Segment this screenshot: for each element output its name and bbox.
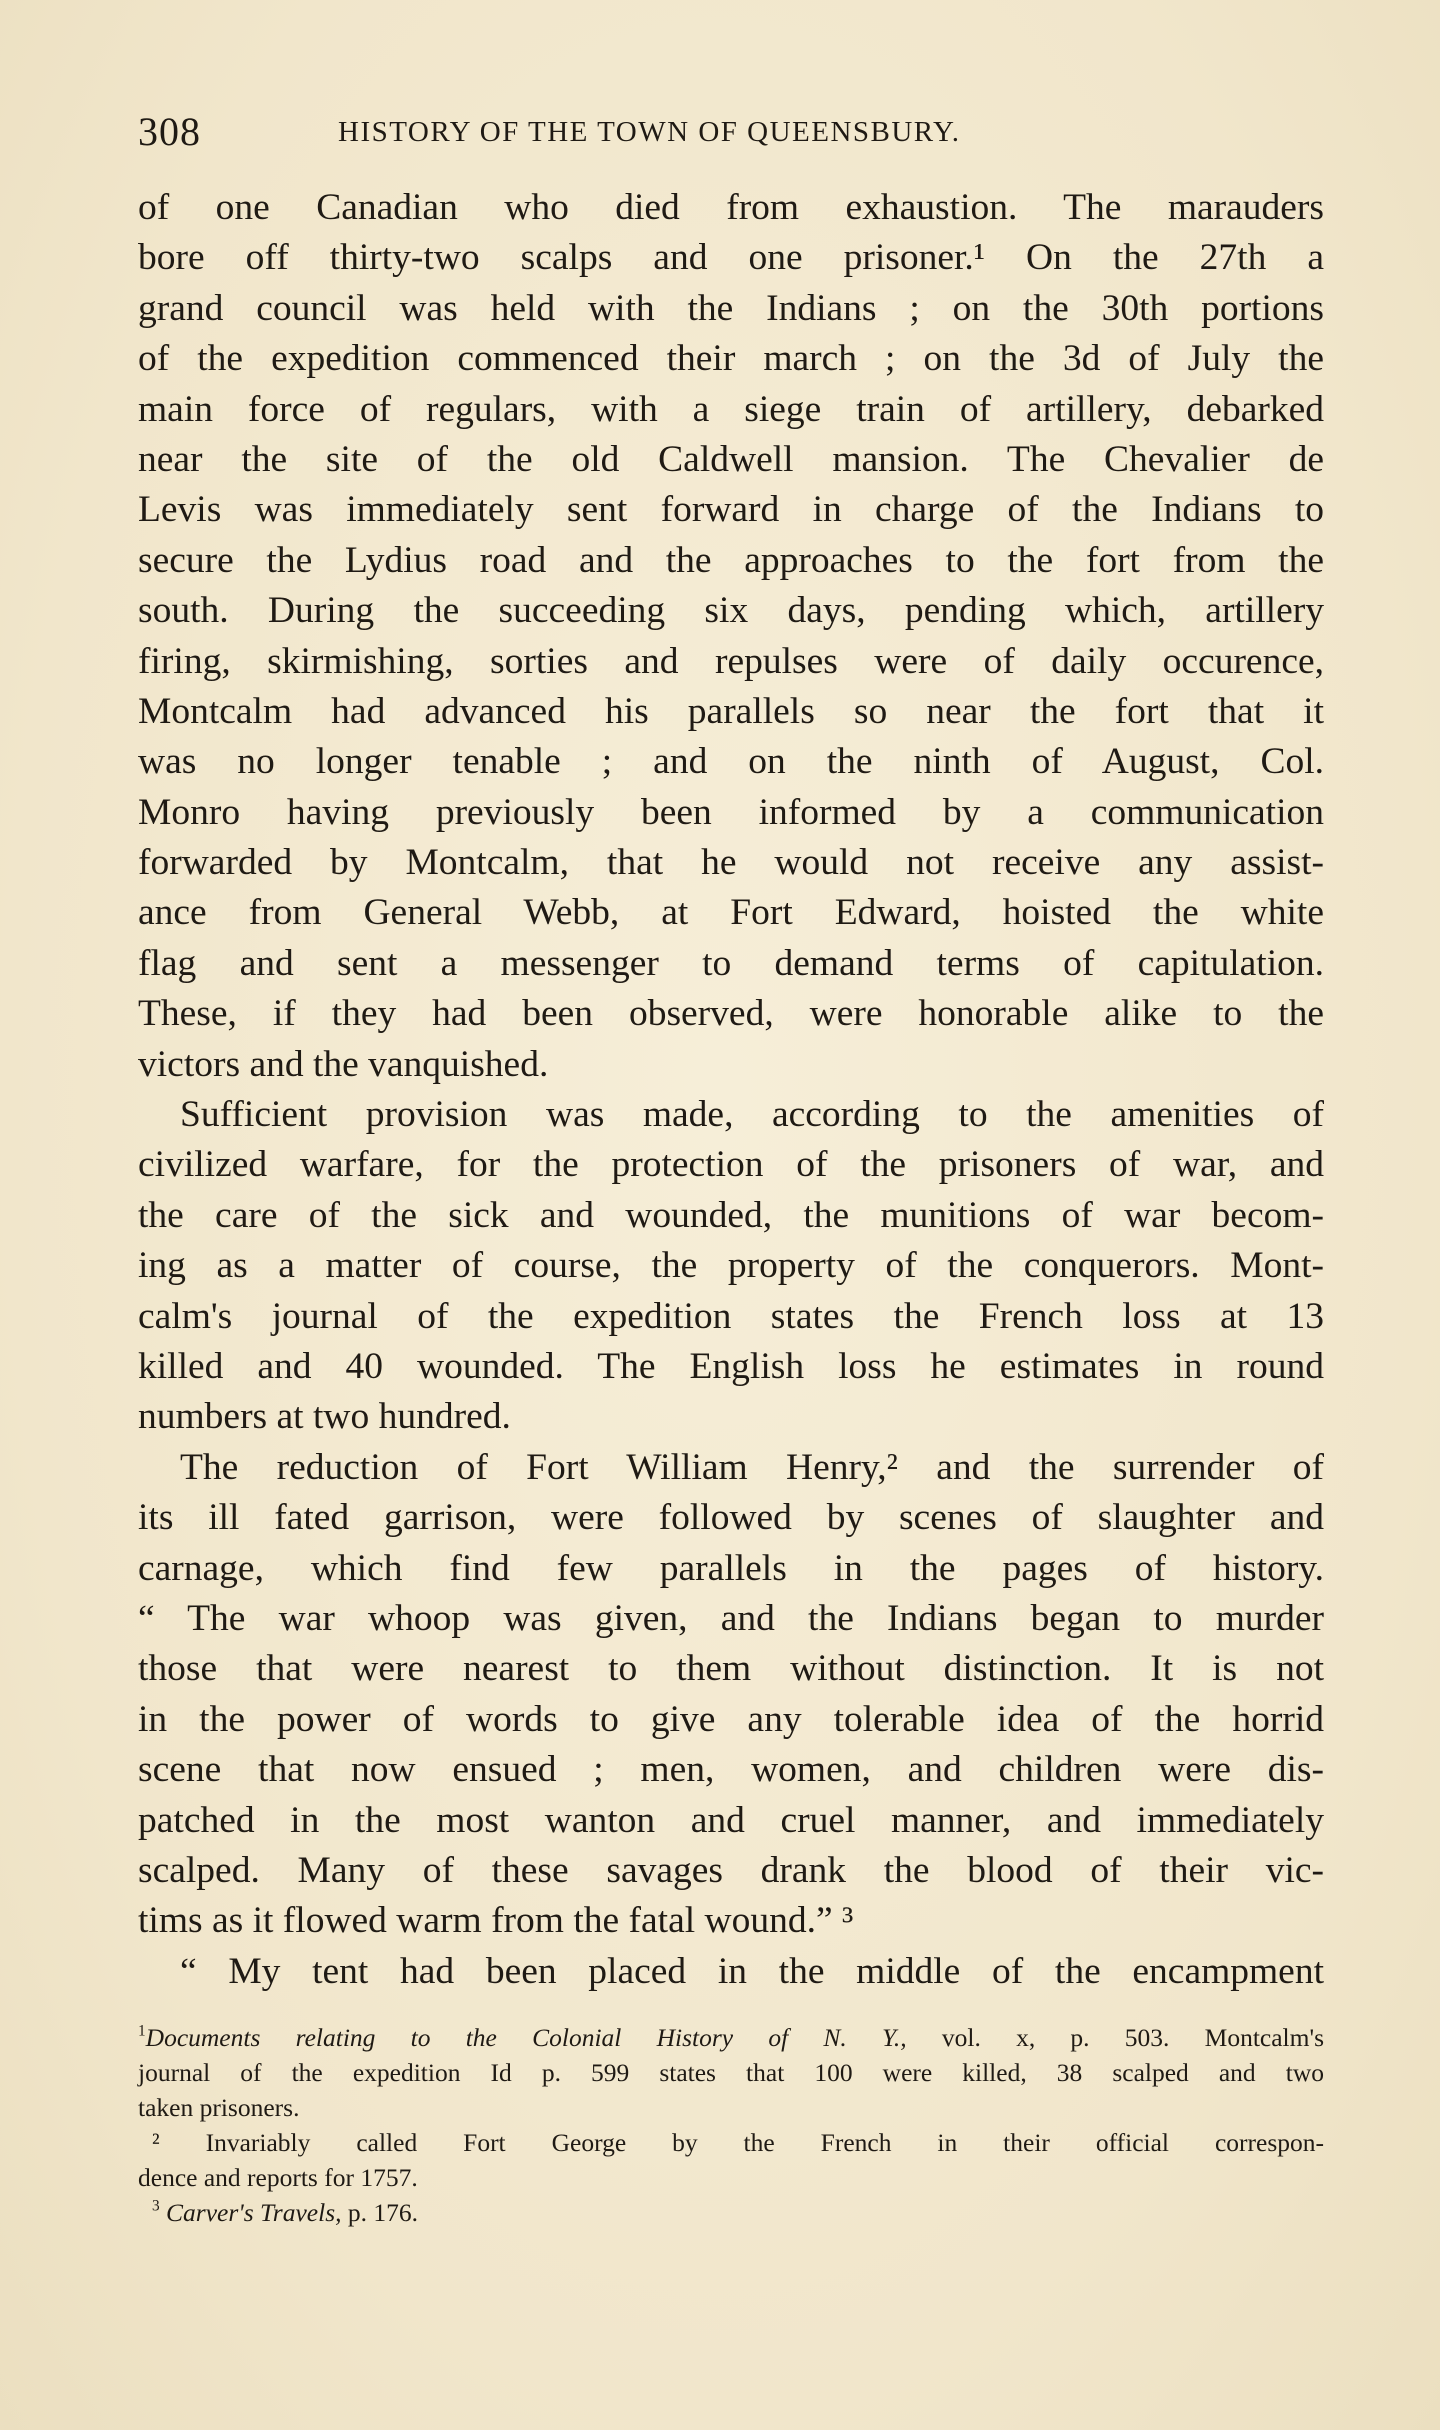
footnote-1-line-3: taken prisoners. — [138, 2093, 300, 2122]
footnote-1-line-2: journal of the expedition Id p. 599 states that 100 were killed, 38 scalped and two — [138, 2058, 1324, 2087]
text-line: secure the Lydius road and the approaches to the fort from the — [138, 539, 1324, 581]
text-line: of the expedition commenced their march ; on the 3d of July the — [138, 338, 1324, 380]
text-line: ance from General Webb, at Fort Edward, hoisted the white — [138, 892, 1324, 934]
footnote-marker: 3 — [152, 2197, 160, 2215]
text-line: killed and 40 wounded. The English loss he estimates in round — [138, 1345, 1324, 1387]
text-line: south. During the succeeding six days, pending which, artillery — [138, 590, 1324, 632]
footnote-citation: Carver's Travels, — [166, 2198, 342, 2227]
text-line: bore off thirty-two scalps and one prisoner.¹ On the 27th a — [138, 237, 1324, 279]
text-line: flag and sent a messenger to demand terms of capitulation. — [138, 942, 1324, 984]
text-line: Monro having previously been informed by a communication — [138, 791, 1324, 833]
text-line: grand council was held with the Indians ; on the 30th portions — [138, 287, 1324, 329]
text-line: in the power of words to give any tolerable idea of the horrid — [138, 1698, 1324, 1740]
text-line: Montcalm had advanced his parallels so near the fort that it — [138, 690, 1324, 732]
footnote-citation: Documents relating to the Colonial History of N. Y., — [145, 2023, 907, 2052]
text-line: the care of the sick and wounded, the munitions of war becom- — [138, 1194, 1324, 1236]
text-line: firing, skirmishing, sorties and repulses were of daily occurence, — [138, 640, 1324, 682]
running-head: HISTORY OF THE TOWN OF QUEENSBURY. — [338, 116, 961, 148]
text-line: carnage, which find few parallels in the pages of history. — [138, 1547, 1324, 1589]
text-line: “ My tent had been placed in the middle of the encampment — [180, 1950, 1324, 1992]
page-number: 308 — [138, 109, 201, 154]
text-line: Levis was immediately sent forward in charge of the Indians to — [138, 489, 1324, 531]
text-line: was no longer tenable ; and on the ninth of August, Col. — [138, 741, 1324, 783]
footnote-text: p. 176. — [341, 2198, 418, 2227]
page-header — [138, 108, 1148, 158]
text-line: calm's journal of the expedition states the French loss at 13 — [138, 1295, 1324, 1337]
footnotes — [138, 2020, 1324, 2230]
text-line: patched in the most wanton and cruel manner, and immediately — [138, 1799, 1324, 1841]
text-line: scene that now ensued ; men, women, and children were dis- — [138, 1749, 1324, 1791]
footnote-2-line-2: dence and reports for 1757. — [138, 2163, 418, 2192]
body-text — [138, 183, 1324, 1997]
text-line: its ill fated garrison, were followed by scenes of slaughter and — [138, 1497, 1324, 1539]
text-line: civilized warfare, for the protection of the prisoners of war, and — [138, 1144, 1324, 1186]
footnote-2: ² Invariably called Fort George by the French in their official correspon- — [152, 2128, 1324, 2157]
footnote-text: vol. x, p. 503. Montcalm's — [906, 2023, 1324, 2052]
footnote-3 — [138, 2195, 1324, 2230]
text-line: victors and the vanquished. — [138, 1043, 549, 1085]
text-line: of one Canadian who died from exhaustion. The marauders — [138, 187, 1324, 228]
text-line: tims as it flowed warm from the fatal wound.” ³ — [138, 1900, 854, 1942]
text-line: numbers at two hundred. — [138, 1396, 511, 1438]
text-line: These, if they had been observed, were honorable alike to the — [138, 993, 1324, 1035]
footnote-1 — [138, 2020, 1324, 2055]
text-line: near the site of the old Caldwell mansion. The Chevalier de — [138, 438, 1324, 480]
text-line: forwarded by Montcalm, that he would not receive any assist- — [138, 842, 1324, 884]
text-line: those that were nearest to them without distinction. It is not — [138, 1648, 1324, 1690]
text-line: “ The war whoop was given, and the Indians began to murder — [138, 1597, 1324, 1639]
text-line: The reduction of Fort William Henry,² and the surrender of — [180, 1446, 1324, 1488]
text-line: main force of regulars, with a siege train of artillery, debarked — [138, 388, 1324, 430]
text-line: Sufficient provision was made, according to the amenities of — [180, 1094, 1324, 1136]
text-line: ing as a matter of course, the property of the conquerors. Mont- — [138, 1245, 1324, 1287]
footnote-marker: 1 — [138, 2022, 146, 2040]
text-line: scalped. Many of these savages drank the blood of their vic- — [138, 1849, 1324, 1891]
